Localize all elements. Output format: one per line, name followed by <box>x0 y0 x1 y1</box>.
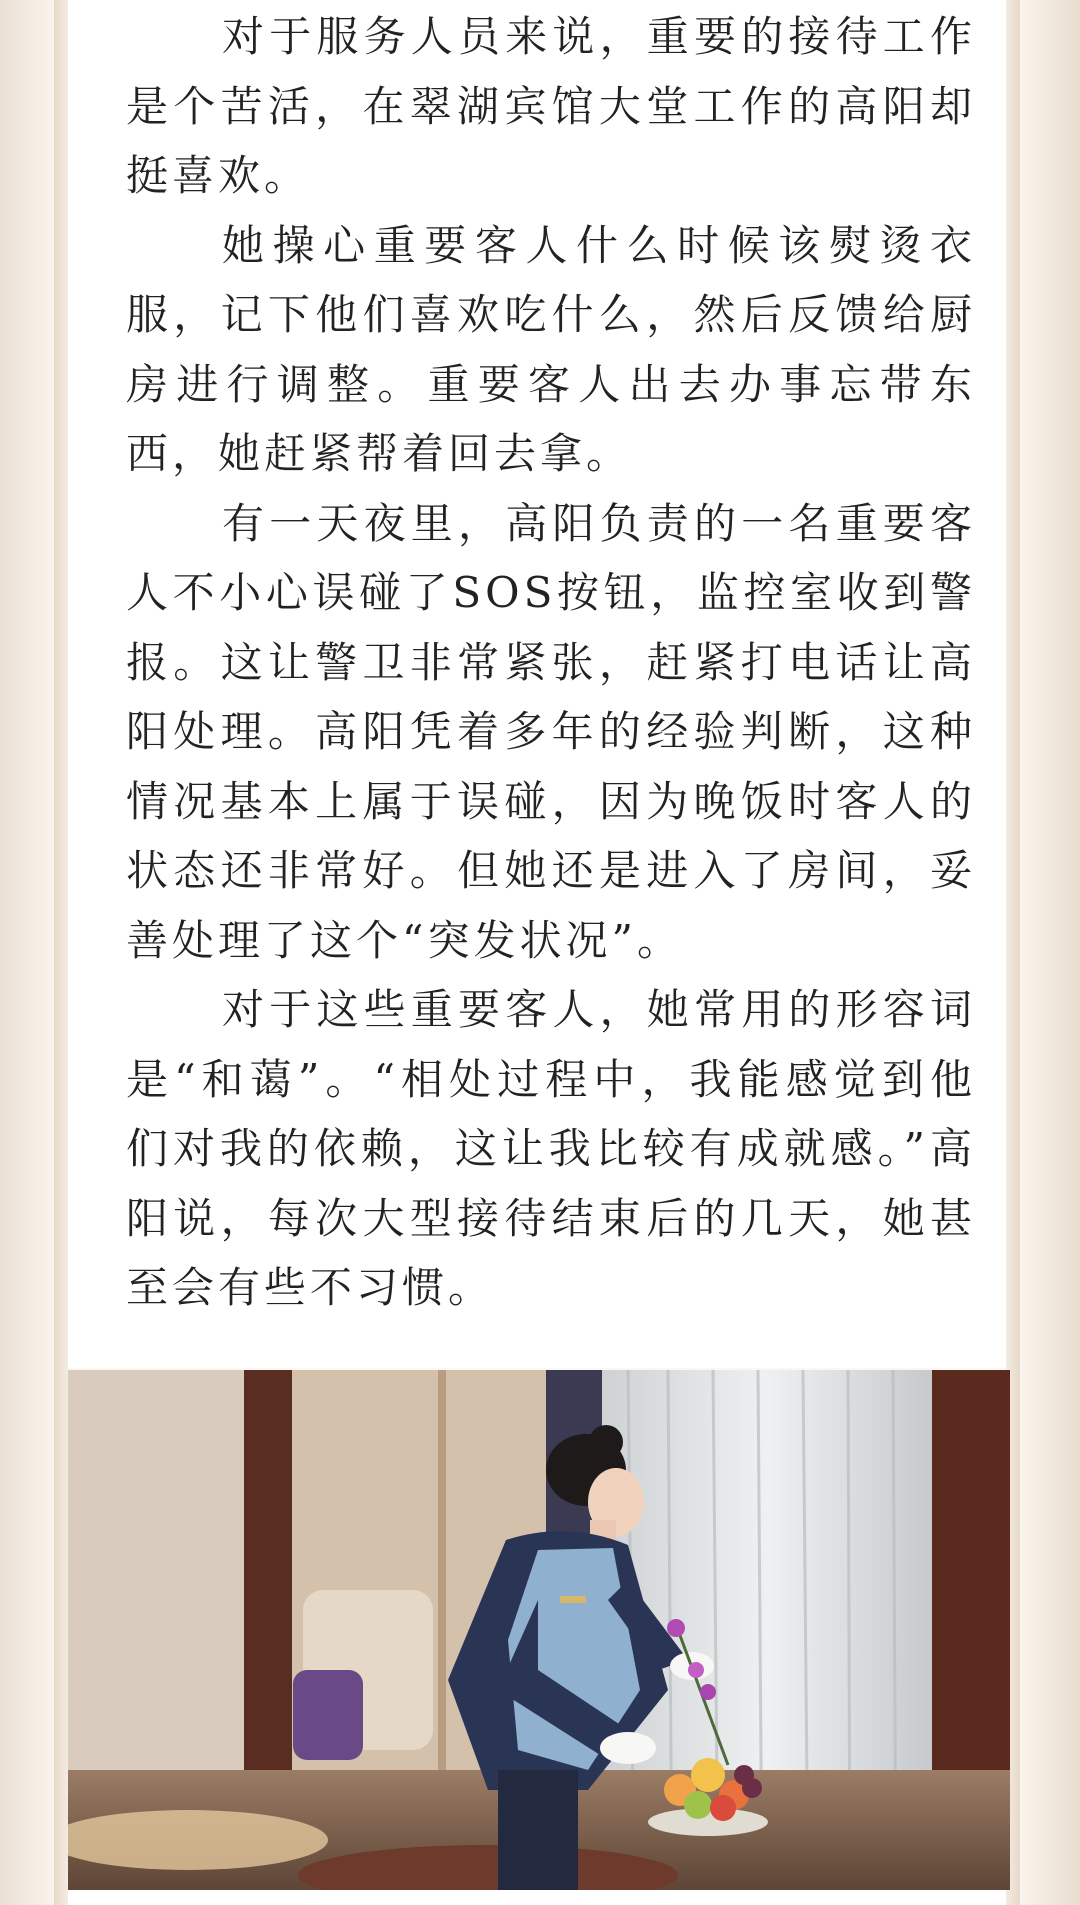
hotel-attendant-photo <box>68 1370 1010 1890</box>
article-photo <box>68 1370 1010 1890</box>
paragraph-2: 她操心重要客人什么时候该熨烫衣服，记下他们喜欢吃什么，然后反馈给厨房进行调整。重要客人出去办事忘带东西，她赶紧帮着回去拿。 <box>126 220 976 478</box>
article-body <box>126 2 976 1323</box>
paragraph-4: 对于这些重要客人，她常用的形容词是“和蔼”。“相处过程中，我能感觉到他们对我的依赖，这让我比较有成就感。”高阳说，每次大型接待结束后的几天，她甚至会有些不习惯。 <box>126 985 976 1312</box>
left-border-strip <box>54 0 68 1905</box>
paragraph-1: 对于服务人员来说，重要的接待工作是个苦活，在翠湖宾馆大堂工作的高阳却挺喜欢。 <box>126 12 976 200</box>
article-card <box>68 0 1006 1368</box>
paragraph-3: 有一天夜里，高阳负责的一名重要客人不小心误碰了SOS按钮，监控室收到警报。这让警卫非常紧张，赶紧打电话让高阳处理。高阳凭着多年的经验判断，这种情况基本上属于误碰，因为晚饭时客人的状态还非常好。但她还是进入了房间，妥善处理了这个“突发状况”。 <box>126 498 976 965</box>
bottom-strip <box>68 1890 1006 1905</box>
